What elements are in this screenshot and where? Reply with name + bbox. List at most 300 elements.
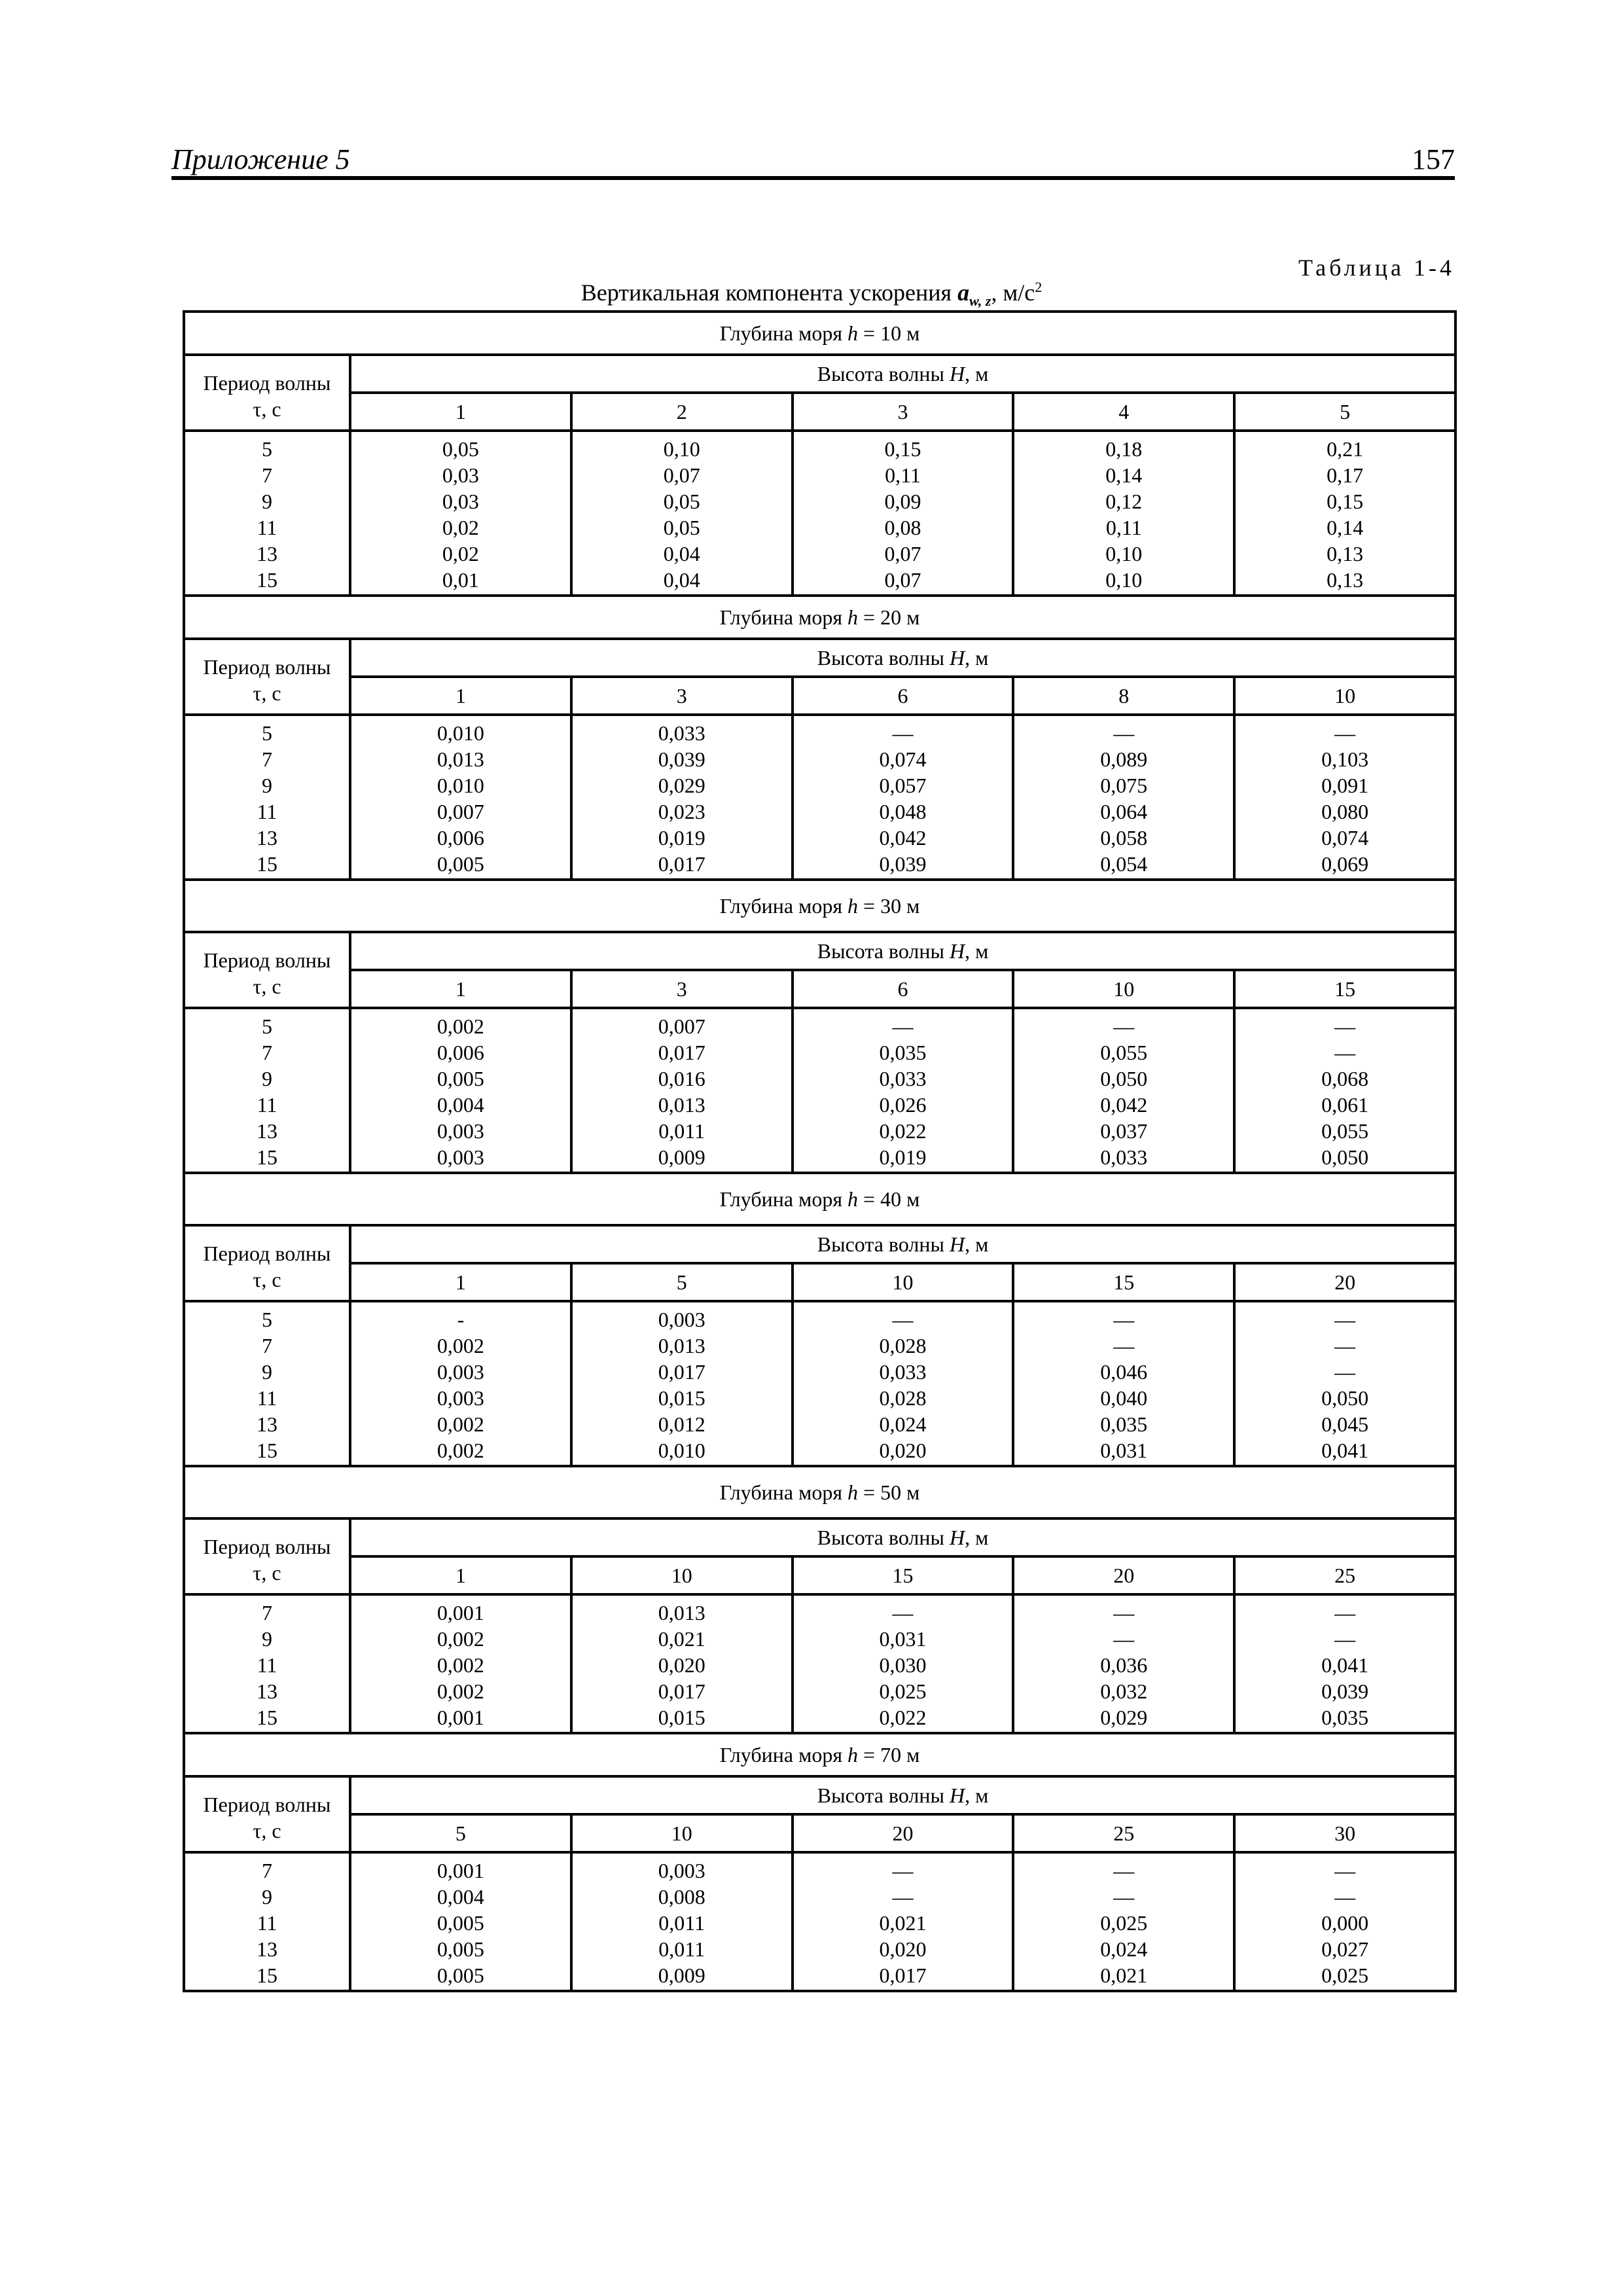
acceleration-value: —	[1334, 1041, 1356, 1064]
acceleration-value: 0,045	[1321, 1412, 1369, 1436]
acceleration-value: 0,075	[1100, 774, 1148, 797]
acceleration-value: 0,035	[1321, 1706, 1369, 1729]
acceleration-value: —	[892, 1308, 914, 1331]
period-value: 15	[257, 1706, 277, 1729]
header-row	[184, 1518, 1455, 1556]
table-body	[184, 312, 1455, 1991]
acceleration-value: 0,069	[1321, 852, 1369, 876]
acceleration-value: 0,021	[879, 1911, 927, 1935]
acceleration-value: 0,017	[658, 1041, 705, 1064]
acceleration-value: 0,13	[1327, 568, 1364, 592]
wave-height-value: 10	[571, 1556, 793, 1594]
acceleration-value: —	[1113, 1014, 1135, 1038]
acceleration-value: 0,037	[1100, 1119, 1148, 1143]
values-row	[184, 715, 1455, 880]
acceleration-value: —	[1113, 1859, 1135, 1882]
acceleration-value: 0,09	[884, 490, 921, 513]
acceleration-value: 0,009	[658, 1964, 705, 1987]
depth-row	[184, 312, 1455, 355]
depth-header: Глубина моря h = 30 м	[184, 880, 1455, 932]
acceleration-column	[793, 1594, 1014, 1733]
wave-height-header: Высота волны H, м	[350, 1776, 1455, 1814]
acceleration-value: 0,15	[1327, 490, 1364, 513]
acceleration-value: 0,019	[879, 1145, 927, 1169]
wave-height-value: 4	[1013, 393, 1234, 431]
acceleration-column	[350, 1594, 571, 1733]
acceleration-value: 0,001	[437, 1601, 484, 1624]
period-unit: τ, с	[253, 1268, 281, 1291]
acceleration-value: 0,017	[658, 1679, 705, 1703]
header-row	[184, 932, 1455, 970]
acceleration-value: 0,12	[1105, 490, 1143, 513]
period-label: Период волны	[203, 1793, 331, 1816]
period-value: 13	[257, 1937, 277, 1961]
acceleration-column	[1234, 431, 1455, 596]
acceleration-value: 0,040	[1100, 1386, 1148, 1410]
period-value: 5	[262, 721, 272, 745]
acceleration-value: 0,05	[663, 490, 700, 513]
period-value: 15	[257, 852, 277, 876]
acceleration-value: 0,003	[658, 1859, 705, 1882]
acceleration-column	[350, 1301, 571, 1466]
period-label: Период волны	[203, 655, 331, 679]
acceleration-column	[1234, 1852, 1455, 1991]
period-header	[184, 1776, 350, 1852]
wave-height-value: 1	[350, 1556, 571, 1594]
acceleration-value: 0,054	[1100, 852, 1148, 876]
wave-height-header: Высота волны H, м	[350, 1225, 1455, 1263]
acceleration-value: 0,21	[1327, 437, 1364, 461]
period-value: 11	[257, 1911, 277, 1935]
acceleration-value: 0,019	[658, 826, 705, 850]
acceleration-value: 0,103	[1321, 747, 1369, 771]
acceleration-column	[571, 431, 793, 596]
acceleration-value: 0,003	[437, 1386, 484, 1410]
acceleration-value: 0,004	[437, 1885, 484, 1909]
acceleration-column	[1234, 1301, 1455, 1466]
wave-height-value: 3	[571, 677, 793, 715]
period-value: 7	[262, 1041, 272, 1064]
acceleration-column	[1234, 1008, 1455, 1173]
values-row	[184, 431, 1455, 596]
acceleration-value: —	[892, 1014, 914, 1038]
depth-row	[184, 880, 1455, 932]
acceleration-column	[1013, 1852, 1234, 1991]
acceleration-value: 0,002	[437, 1439, 484, 1462]
acceleration-value: 0,064	[1100, 800, 1148, 823]
acceleration-value: 0,013	[437, 747, 484, 771]
period-header	[184, 355, 350, 431]
period-value: 5	[262, 1014, 272, 1038]
wave-height-value: 10	[1234, 677, 1455, 715]
acceleration-value: —	[1334, 1601, 1356, 1624]
acceleration-value: —	[1113, 1334, 1135, 1357]
wave-height-value: 10	[571, 1814, 793, 1852]
values-row	[184, 1008, 1455, 1173]
acceleration-value: 0,055	[1321, 1119, 1369, 1143]
acceleration-value: 0,005	[437, 1911, 484, 1935]
acceleration-column	[571, 715, 793, 880]
acceleration-value: 0,017	[879, 1964, 927, 1987]
acceleration-value: 0,007	[437, 800, 484, 823]
acceleration-value: 0,041	[1321, 1439, 1369, 1462]
acceleration-value: 0,011	[658, 1937, 705, 1961]
acceleration-value: 0,024	[879, 1412, 927, 1436]
wave-height-header: Высота волны H, м	[350, 639, 1455, 677]
period-value: 11	[257, 1093, 277, 1117]
period-value: 11	[257, 516, 277, 539]
acceleration-value: 0,001	[437, 1706, 484, 1729]
period-value: 9	[262, 1067, 272, 1090]
acceleration-value: 0,007	[658, 1014, 705, 1038]
acceleration-value: 0,07	[884, 542, 921, 565]
acceleration-value: 0,017	[658, 852, 705, 876]
wave-height-value: 3	[793, 393, 1014, 431]
depth-header: Глубина моря h = 20 м	[184, 596, 1455, 639]
period-unit: τ, с	[253, 1561, 281, 1585]
acceleration-value: 0,024	[1100, 1937, 1148, 1961]
acceleration-value: -	[457, 1308, 465, 1331]
acceleration-value: 0,035	[1100, 1412, 1148, 1436]
acceleration-value: 0,042	[1100, 1093, 1148, 1117]
period-value: 9	[262, 774, 272, 797]
depth-header: Глубина моря h = 50 м	[184, 1466, 1455, 1518]
acceleration-value: 0,032	[1100, 1679, 1148, 1703]
acceleration-value: 0,14	[1327, 516, 1364, 539]
acceleration-value: 0,002	[437, 1653, 484, 1677]
acceleration-column	[793, 1008, 1014, 1173]
period-value: 11	[257, 1386, 277, 1410]
acceleration-value: 0,03	[442, 490, 479, 513]
wave-height-value: 3	[571, 970, 793, 1008]
wave-height-header: Высота волны H, м	[350, 355, 1455, 393]
acceleration-value: 0,022	[879, 1706, 927, 1729]
acceleration-value: 0,15	[884, 437, 921, 461]
depth-row	[184, 1466, 1455, 1518]
acceleration-value: 0,002	[437, 1014, 484, 1038]
acceleration-value: 0,004	[437, 1093, 484, 1117]
acceleration-value: 0,008	[658, 1885, 705, 1909]
acceleration-column	[793, 1852, 1014, 1991]
acceleration-column	[350, 1008, 571, 1173]
acceleration-value: 0,039	[658, 747, 705, 771]
table-label: Таблица 1-4	[1298, 255, 1455, 281]
acceleration-value: 0,033	[879, 1360, 927, 1384]
period-value: 5	[262, 1308, 272, 1331]
period-unit: τ, с	[253, 1819, 281, 1842]
acceleration-value: 0,030	[879, 1653, 927, 1677]
period-column	[184, 1852, 350, 1991]
acceleration-value: 0,005	[437, 1964, 484, 1987]
acceleration-table	[183, 310, 1457, 1992]
acceleration-value: —	[1334, 1627, 1356, 1651]
acceleration-value: —	[892, 721, 914, 745]
acceleration-column	[1234, 1594, 1455, 1733]
acceleration-value: 0,025	[879, 1679, 927, 1703]
period-label: Период волны	[203, 1242, 331, 1265]
period-value: 7	[262, 747, 272, 771]
period-value: 7	[262, 463, 272, 487]
period-value: 9	[262, 490, 272, 513]
period-header	[184, 932, 350, 1008]
period-unit: τ, с	[253, 975, 281, 998]
period-column	[184, 1301, 350, 1466]
wave-height-value: 25	[1234, 1556, 1455, 1594]
acceleration-value: 0,027	[1321, 1937, 1369, 1961]
caption-subscript: w, z	[969, 293, 991, 310]
wave-height-value: 6	[793, 970, 1014, 1008]
acceleration-value: —	[1334, 1334, 1356, 1357]
acceleration-value: 0,042	[879, 826, 927, 850]
depth-header: Глубина моря h = 40 м	[184, 1173, 1455, 1225]
acceleration-value: 0,14	[1105, 463, 1143, 487]
acceleration-value: 0,029	[658, 774, 705, 797]
acceleration-value: 0,050	[1321, 1145, 1369, 1169]
acceleration-value: 0,041	[1321, 1653, 1369, 1677]
wave-height-value: 20	[1234, 1263, 1455, 1301]
acceleration-value: 0,011	[658, 1119, 705, 1143]
acceleration-value: —	[1334, 1014, 1356, 1038]
acceleration-value: 0,035	[879, 1041, 927, 1064]
period-value: 7	[262, 1334, 272, 1357]
period-value: 13	[257, 1679, 277, 1703]
acceleration-value: —	[892, 1601, 914, 1624]
acceleration-value: 0,015	[658, 1386, 705, 1410]
caption-unit: , м/с	[991, 279, 1035, 306]
wave-height-value: 20	[793, 1814, 1014, 1852]
acceleration-value: 0,031	[879, 1627, 927, 1651]
acceleration-value: —	[1113, 1308, 1135, 1331]
acceleration-value: 0,021	[1100, 1964, 1148, 1987]
period-value: 15	[257, 1145, 277, 1169]
acceleration-value: 0,02	[442, 542, 479, 565]
acceleration-value: 0,058	[1100, 826, 1148, 850]
acceleration-value: 0,11	[1105, 516, 1142, 539]
wave-height-value: 1	[350, 970, 571, 1008]
wave-height-value: 10	[1013, 970, 1234, 1008]
height-values-row	[184, 970, 1455, 1008]
acceleration-value: 0,012	[658, 1412, 705, 1436]
acceleration-value: 0,03	[442, 463, 479, 487]
acceleration-value: 0,006	[437, 826, 484, 850]
acceleration-value: 0,029	[1100, 1706, 1148, 1729]
acceleration-value: —	[1334, 1360, 1356, 1384]
acceleration-column	[793, 431, 1014, 596]
acceleration-value: 0,003	[437, 1360, 484, 1384]
table-caption	[0, 279, 1623, 310]
acceleration-value: —	[1113, 1627, 1135, 1651]
period-header	[184, 1225, 350, 1301]
height-values-row	[184, 1814, 1455, 1852]
acceleration-value: 0,013	[658, 1093, 705, 1117]
acceleration-value: 0,022	[879, 1119, 927, 1143]
period-value: 15	[257, 1439, 277, 1462]
acceleration-column	[1013, 1594, 1234, 1733]
period-column	[184, 1008, 350, 1173]
period-column	[184, 1594, 350, 1733]
height-values-row	[184, 677, 1455, 715]
acceleration-value: —	[892, 1859, 914, 1882]
acceleration-value: 0,080	[1321, 800, 1369, 823]
values-row	[184, 1852, 1455, 1991]
acceleration-value: 0,005	[437, 1937, 484, 1961]
acceleration-value: 0,020	[879, 1439, 927, 1462]
acceleration-column	[1013, 1301, 1234, 1466]
wave-height-header: Высота волны H, м	[350, 1518, 1455, 1556]
acceleration-value: 0,006	[437, 1041, 484, 1064]
wave-height-value: 25	[1013, 1814, 1234, 1852]
acceleration-column	[1013, 1008, 1234, 1173]
acceleration-column	[793, 715, 1014, 880]
acceleration-value: 0,18	[1105, 437, 1143, 461]
period-value: 13	[257, 542, 277, 565]
acceleration-value: 0,033	[879, 1067, 927, 1090]
acceleration-value: —	[1113, 1601, 1135, 1624]
acceleration-column	[571, 1852, 793, 1991]
acceleration-column	[793, 1301, 1014, 1466]
acceleration-value: 0,028	[879, 1386, 927, 1410]
period-value: 15	[257, 568, 277, 592]
period-value: 9	[262, 1627, 272, 1651]
period-value: 11	[257, 800, 277, 823]
acceleration-value: 0,005	[437, 1067, 484, 1090]
acceleration-value: 0,07	[663, 463, 700, 487]
acceleration-value: 0,033	[658, 721, 705, 745]
acceleration-value: 0,01	[442, 568, 479, 592]
acceleration-value: 0,010	[437, 774, 484, 797]
caption-text: Вертикальная компонента ускорения	[580, 279, 958, 306]
depth-row	[184, 1173, 1455, 1225]
acceleration-value: 0,057	[879, 774, 927, 797]
acceleration-column	[350, 1852, 571, 1991]
wave-height-value: 10	[793, 1263, 1014, 1301]
acceleration-value: 0,002	[437, 1412, 484, 1436]
acceleration-value: 0,04	[663, 542, 700, 565]
acceleration-value: —	[1334, 721, 1356, 745]
acceleration-value: 0,036	[1100, 1653, 1148, 1677]
period-unit: τ, с	[253, 397, 281, 421]
acceleration-value: 0,10	[1105, 568, 1143, 592]
acceleration-value: 0,10	[663, 437, 700, 461]
wave-height-value: 1	[350, 677, 571, 715]
acceleration-value: 0,05	[663, 516, 700, 539]
acceleration-value: —	[892, 1885, 914, 1909]
acceleration-value: 0,04	[663, 568, 700, 592]
depth-header: Глубина моря h = 10 м	[184, 312, 1455, 355]
period-value: 9	[262, 1885, 272, 1909]
acceleration-value: 0,010	[658, 1439, 705, 1462]
acceleration-value: 0,011	[658, 1911, 705, 1935]
appendix-title: Приложение 5	[171, 143, 350, 175]
acceleration-value: 0,003	[658, 1308, 705, 1331]
wave-height-value: 8	[1013, 677, 1234, 715]
period-label: Период волны	[203, 948, 331, 972]
acceleration-value: 0,05	[442, 437, 479, 461]
acceleration-value: 0,013	[658, 1334, 705, 1357]
acceleration-value: 0,023	[658, 800, 705, 823]
acceleration-value: 0,039	[879, 852, 927, 876]
acceleration-value: 0,002	[437, 1627, 484, 1651]
acceleration-column	[1013, 431, 1234, 596]
acceleration-value: 0,026	[879, 1093, 927, 1117]
header-rule	[171, 176, 1455, 180]
period-value: 13	[257, 1119, 277, 1143]
acceleration-column	[350, 715, 571, 880]
header-row	[184, 639, 1455, 677]
acceleration-value: 0,055	[1100, 1041, 1148, 1064]
acceleration-value: 0,089	[1100, 747, 1148, 771]
acceleration-value: 0,048	[879, 800, 927, 823]
page-number: 157	[1412, 143, 1455, 175]
acceleration-value: 0,068	[1321, 1067, 1369, 1090]
period-value: 5	[262, 437, 272, 461]
acceleration-value: 0,015	[658, 1706, 705, 1729]
acceleration-value: 0,11	[885, 463, 921, 487]
acceleration-value: —	[1334, 1859, 1356, 1882]
wave-height-value: 15	[1013, 1263, 1234, 1301]
depth-row	[184, 596, 1455, 639]
wave-height-value: 30	[1234, 1814, 1455, 1852]
acceleration-column	[1013, 715, 1234, 880]
acceleration-value: 0,016	[658, 1067, 705, 1090]
height-values-row	[184, 1556, 1455, 1594]
acceleration-value: —	[1113, 721, 1135, 745]
period-column	[184, 431, 350, 596]
header-row	[184, 355, 1455, 393]
wave-height-value: 20	[1013, 1556, 1234, 1594]
acceleration-value: 0,074	[879, 747, 927, 771]
acceleration-column	[571, 1594, 793, 1733]
acceleration-value: 0,013	[658, 1601, 705, 1624]
acceleration-value: 0,025	[1100, 1911, 1148, 1935]
acceleration-value: 0,009	[658, 1145, 705, 1169]
acceleration-value: 0,07	[884, 568, 921, 592]
acceleration-value: 0,002	[437, 1679, 484, 1703]
acceleration-value: 0,039	[1321, 1679, 1369, 1703]
wave-height-value: 5	[350, 1814, 571, 1852]
acceleration-column	[350, 431, 571, 596]
acceleration-value: 0,13	[1327, 542, 1364, 565]
period-value: 7	[262, 1859, 272, 1882]
acceleration-value: 0,028	[879, 1334, 927, 1357]
wave-height-value: 5	[1234, 393, 1455, 431]
acceleration-value: 0,001	[437, 1859, 484, 1882]
depth-header: Глубина моря h = 70 м	[184, 1733, 1455, 1776]
acceleration-value: 0,020	[879, 1937, 927, 1961]
acceleration-value: 0,010	[437, 721, 484, 745]
acceleration-column	[1234, 715, 1455, 880]
acceleration-value: 0,003	[437, 1145, 484, 1169]
values-row	[184, 1594, 1455, 1733]
wave-height-value: 1	[350, 393, 571, 431]
acceleration-value: 0,021	[658, 1627, 705, 1651]
acceleration-value: 0,020	[658, 1653, 705, 1677]
wave-height-value: 15	[793, 1556, 1014, 1594]
acceleration-value: —	[1334, 1308, 1356, 1331]
acceleration-column	[571, 1301, 793, 1466]
acceleration-value: —	[1113, 1885, 1135, 1909]
wave-height-value: 5	[571, 1263, 793, 1301]
header-row	[184, 1225, 1455, 1263]
values-row	[184, 1301, 1455, 1466]
depth-row	[184, 1733, 1455, 1776]
acceleration-column	[571, 1008, 793, 1173]
period-value: 9	[262, 1360, 272, 1384]
acceleration-value: 0,031	[1100, 1439, 1148, 1462]
period-value: 13	[257, 826, 277, 850]
period-value: 13	[257, 1412, 277, 1436]
period-label: Период волны	[203, 371, 331, 395]
